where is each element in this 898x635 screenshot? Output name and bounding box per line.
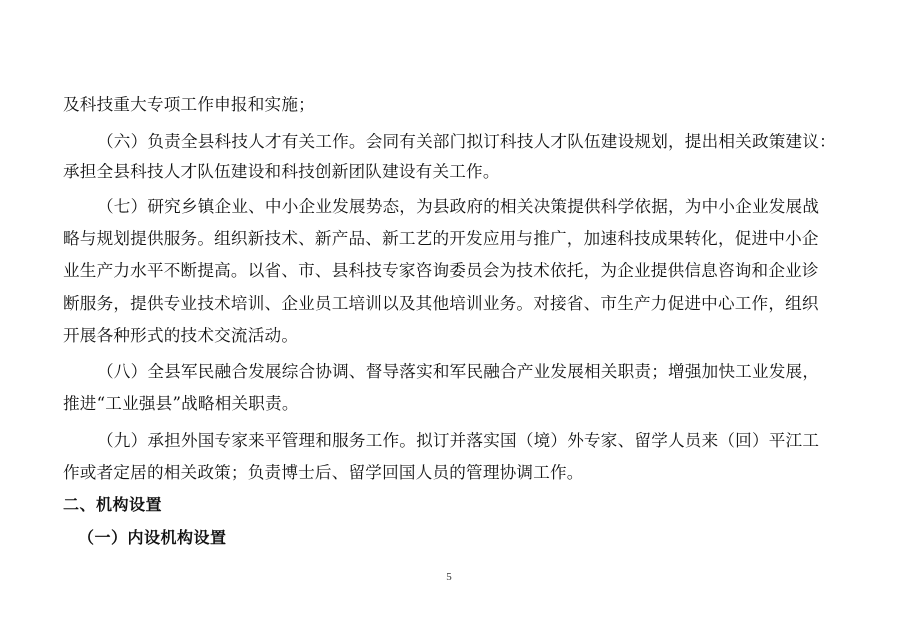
paragraph-line: 略与规划提供服务。组织新技术、新产品、新工艺的开发应用与推广，加速科技成果转化，促进中小企 xyxy=(63,229,819,248)
paragraph-line: 推进“工业强县”战略相关职责。 xyxy=(63,394,299,413)
section-heading: 二、机构设置 xyxy=(63,495,163,514)
paragraph-line: （九）承担外国专家来平管理和服务工作。拟订并落实国（境）外专家、留学人员来（回）平江工 xyxy=(97,431,820,450)
subsection-heading: （一）内设机构设置 xyxy=(78,528,227,547)
paragraph-line: 承担全县科技人才队伍建设和科技创新团队建设有关工作。 xyxy=(63,162,500,181)
paragraph-line: 业生产力水平不断提高。以省、市、县科技专家咨询委员会为技术依托，为企业提供信息咨询和企业诊 xyxy=(63,261,819,280)
paragraph-line: （六）负责全县科技人才有关工作。会同有关部门拟订科技人才队伍建设规划，提出相关政策建议： xyxy=(97,132,836,151)
paragraph-line: 作或者定居的相关政策；负责博士后、留学回国人员的管理协调工作。 xyxy=(63,463,584,482)
paragraph-line: （七）研究乡镇企业、中小企业发展势态，为县政府的相关决策提供科学依据，为中小企业发展战 xyxy=(97,197,820,216)
page-number: 5 xyxy=(446,571,452,583)
paragraph-line: （八）全县军民融合发展综合协调、督导落实和军民融合产业发展相关职责；增强加快工业发展， xyxy=(97,362,820,381)
paragraph-line: 开展各种形式的技术交流活动。 xyxy=(63,326,299,345)
paragraph-line: 断服务，提供专业技术培训、企业员工培训以及其他培训业务。对接省、市生产力促进中心工作，组织 xyxy=(63,294,819,313)
paragraph-line: 及科技重大专项工作申报和实施； xyxy=(63,95,315,114)
